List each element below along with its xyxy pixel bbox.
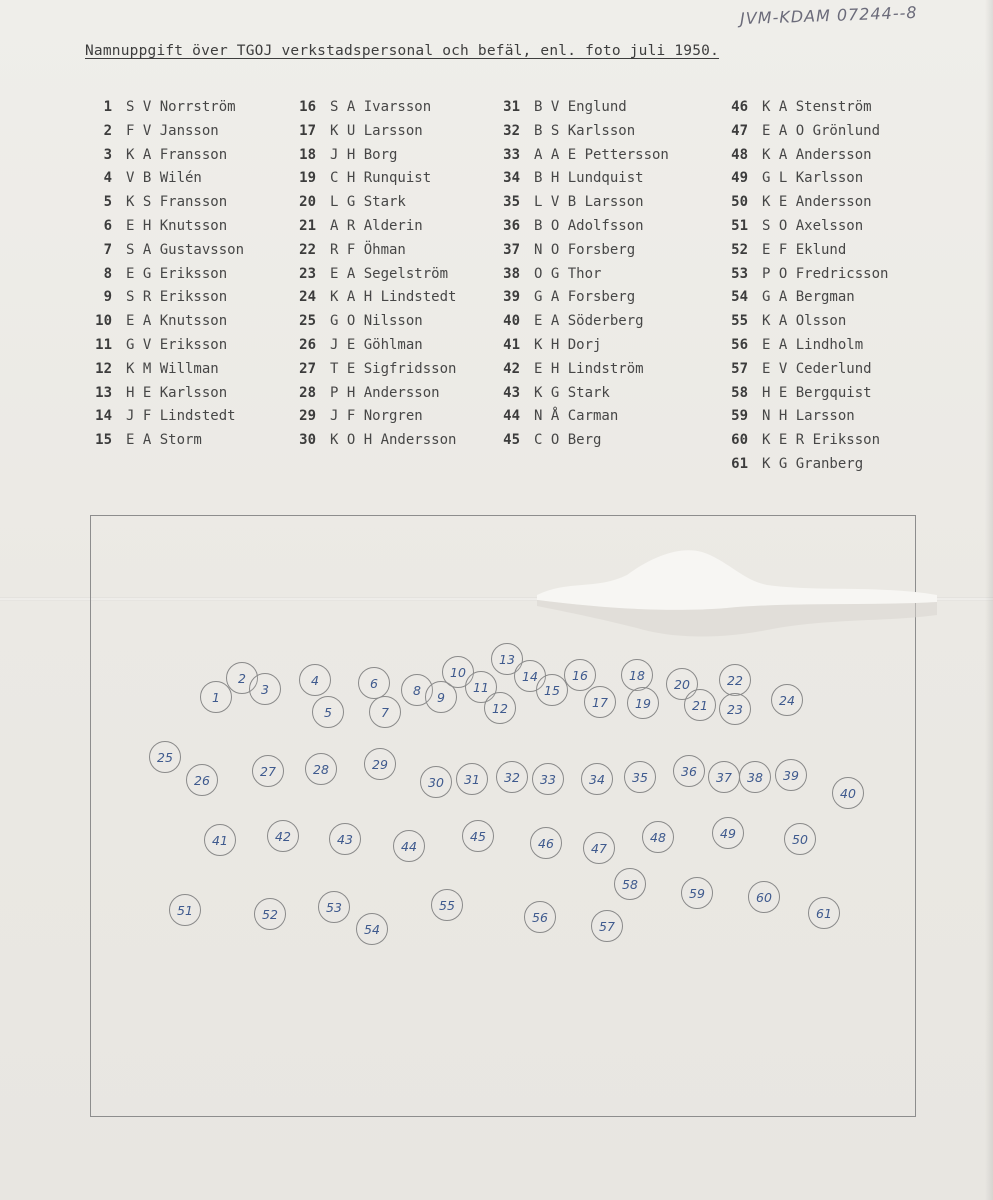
entry-number: 27 (299, 360, 316, 377)
photo-key-marker: 24 (771, 684, 803, 716)
photo-key-marker: 6 (358, 667, 390, 699)
photo-key-marker: 30 (420, 766, 452, 798)
entry-name: G A Bergman (762, 289, 855, 306)
entry-number: 35 (503, 194, 520, 211)
entry-name: E A Knutsson (126, 313, 228, 330)
entry-name: K O H Andersson (330, 432, 457, 449)
entry-name: E A Segelström (330, 265, 449, 282)
entry-number: 24 (299, 289, 316, 306)
entry-name: K A H Lindstedt (330, 289, 457, 306)
photo-key-marker: 46 (530, 827, 562, 859)
photo-key-marker: 43 (329, 823, 361, 855)
entry-name: J F Norgren (330, 408, 423, 425)
entry-name: J E Göhlman (330, 336, 423, 353)
entry-number: 19 (299, 170, 316, 187)
document-title: Namnuppgift över TGOJ verkstadspersonal och befäl, enl. foto juli 1950. (85, 43, 720, 59)
entry-number: 60 (731, 432, 748, 449)
photo-key-marker: 1 (200, 681, 232, 713)
photo-key-marker: 33 (532, 763, 564, 795)
entry-number: 25 (299, 313, 316, 330)
entry-number: 45 (503, 432, 520, 449)
entry-name: C O Berg (534, 432, 602, 449)
photo-key-marker: 42 (267, 820, 299, 852)
entry-name: G A Forsberg (534, 289, 636, 306)
photo-key-marker: 58 (614, 868, 646, 900)
entry-name: A R Alderin (330, 217, 423, 234)
entry-number: 38 (503, 265, 520, 282)
photo-key-marker: 7 (369, 696, 401, 728)
entry-name: E A Söderberg (534, 313, 644, 330)
entry-name: J F Lindstedt (126, 408, 236, 425)
entry-number: 34 (503, 170, 520, 187)
entry-number: 10 (95, 313, 112, 330)
entry-number: 22 (299, 241, 316, 258)
photo-key-marker: 19 (627, 687, 659, 719)
entry-number: 33 (503, 146, 520, 163)
photo-key-marker: 37 (708, 761, 740, 793)
entry-number: 49 (731, 170, 748, 187)
entry-number: 29 (299, 408, 316, 425)
entry-name: L V B Larsson (534, 194, 644, 211)
photo-key-marker: 34 (581, 763, 613, 795)
entry-name: E F Eklund (762, 241, 847, 258)
photo-key-marker: 29 (364, 748, 396, 780)
entry-name: K G Stark (534, 384, 610, 401)
entry-number: 36 (503, 217, 520, 234)
entry-number: 48 (731, 146, 748, 163)
entry-name: N H Larsson (762, 408, 855, 425)
photo-key-marker: 61 (808, 897, 840, 929)
entry-name: G V Eriksson (126, 336, 228, 353)
entry-number: 58 (731, 384, 748, 401)
entry-number: 18 (299, 146, 316, 163)
photo-key-marker: 22 (719, 664, 751, 696)
photo-key-marker: 28 (305, 753, 337, 785)
entry-name: K U Larsson (330, 122, 423, 139)
entry-name: J H Borg (330, 146, 398, 163)
photo-key-marker: 48 (642, 821, 674, 853)
entry-number: 2 (103, 122, 112, 139)
entry-number: 61 (731, 455, 748, 472)
entry-number: 43 (503, 384, 520, 401)
entry-number: 17 (299, 122, 316, 139)
entry-name: K H Dorj (534, 336, 602, 353)
entry-name: E A Storm (126, 432, 202, 449)
entry-name: T E Sigfridsson (330, 360, 457, 377)
entry-name: B O Adolfsson (534, 217, 644, 234)
entry-name: K M Willman (126, 360, 219, 377)
entry-name: E A Lindholm (762, 336, 864, 353)
photo-key-marker: 15 (536, 674, 568, 706)
entry-name: K A Andersson (762, 146, 872, 163)
photo-key-marker: 31 (456, 763, 488, 795)
photo-key-marker: 21 (684, 689, 716, 721)
entry-name: L G Stark (330, 194, 406, 211)
entry-number: 20 (299, 194, 316, 211)
photo-key-marker: 36 (673, 755, 705, 787)
photo-key-marker: 3 (249, 673, 281, 705)
entry-name: N Å Carman (534, 408, 619, 425)
photo-key-marker: 14 (514, 660, 546, 692)
entry-number: 1 (103, 99, 112, 115)
entry-number: 26 (299, 336, 316, 353)
entry-number: 5 (103, 194, 112, 211)
entry-name: S R Eriksson (126, 289, 228, 306)
entry-number: 59 (731, 408, 748, 425)
photo-key-marker: 13 (491, 643, 523, 675)
photo-key-marker: 4 (299, 664, 331, 696)
entry-number: 57 (731, 360, 748, 377)
entry-number: 32 (503, 122, 520, 139)
entry-number: 14 (95, 408, 112, 425)
entry-name: B S Karlsson (534, 122, 636, 139)
entry-name: S A Gustavsson (126, 241, 245, 258)
entry-name: G L Karlsson (762, 170, 864, 187)
photo-key-marker: 50 (784, 823, 816, 855)
entry-name: E V Cederlund (762, 360, 872, 377)
entry-name: A A E Pettersson (534, 146, 669, 163)
photo-key-marker: 47 (583, 832, 615, 864)
photo-key-marker: 40 (832, 777, 864, 809)
entry-number: 8 (103, 265, 112, 282)
entry-name: C H Runquist (330, 170, 432, 187)
entry-number: 28 (299, 384, 316, 401)
entry-number: 4 (103, 170, 112, 187)
entry-name: K A Olsson (762, 313, 847, 330)
entry-name: H E Karlsson (126, 384, 228, 401)
entry-number: 50 (731, 194, 748, 211)
photo-key-marker: 26 (186, 764, 218, 796)
entry-name: B V Englund (534, 99, 627, 115)
entry-name: S O Axelsson (762, 217, 864, 234)
photo-key-marker: 60 (748, 881, 780, 913)
photo-key-marker: 12 (484, 692, 516, 724)
entry-name: K A Fransson (126, 146, 228, 163)
entry-name: F V Jansson (126, 122, 219, 139)
photo-key-marker: 41 (204, 824, 236, 856)
photo-key-marker: 18 (621, 659, 653, 691)
entry-number: 16 (299, 99, 316, 115)
entry-name: B H Lundquist (534, 170, 644, 187)
photo-key-marker: 8 (401, 674, 433, 706)
photo-key-marker: 20 (666, 668, 698, 700)
entry-name: N O Forsberg (534, 241, 636, 258)
photo-key-marker: 49 (712, 817, 744, 849)
archive-reference: JVM-KDAM 07244--8 (739, 2, 918, 29)
entry-name: E G Eriksson (126, 265, 228, 282)
entry-number: 30 (299, 432, 316, 449)
photo-key-marker: 39 (775, 759, 807, 791)
entry-number: 52 (731, 241, 748, 258)
photo-key-marker: 17 (584, 686, 616, 718)
photo-key-marker: 9 (425, 681, 457, 713)
entry-number: 11 (95, 336, 112, 353)
entry-number: 39 (503, 289, 520, 306)
entry-name: K E Andersson (762, 194, 872, 211)
photo-key-marker: 54 (356, 913, 388, 945)
entry-number: 42 (503, 360, 520, 377)
photo-key-marker: 45 (462, 820, 494, 852)
entry-number: 37 (503, 241, 520, 258)
entry-number: 55 (731, 313, 748, 330)
entry-name: H E Bergquist (762, 384, 872, 401)
photo-key-marker: 25 (149, 741, 181, 773)
photo-key-marker: 32 (496, 761, 528, 793)
photo-key-marker: 59 (681, 877, 713, 909)
photo-key-marker: 44 (393, 830, 425, 862)
photo-key-marker: 38 (739, 761, 771, 793)
entry-number: 23 (299, 265, 316, 282)
entry-number: 56 (731, 336, 748, 353)
photo-key-marker: 23 (719, 693, 751, 725)
entry-number: 12 (95, 360, 112, 377)
entry-number: 46 (731, 99, 748, 115)
entry-number: 6 (103, 217, 112, 234)
entry-number: 41 (503, 336, 520, 353)
entry-name: P O Fredricsson (762, 265, 889, 282)
entry-number: 21 (299, 217, 316, 234)
entry-number: 53 (731, 265, 748, 282)
entry-name: S V Norrström (126, 99, 236, 115)
entry-number: 54 (731, 289, 748, 306)
entry-number: 47 (731, 122, 748, 139)
entry-name: K A Stenström (762, 99, 872, 115)
entry-name: K G Granberg (762, 455, 864, 472)
entry-number: 44 (503, 408, 520, 425)
photo-key-marker: 56 (524, 901, 556, 933)
entry-name: S A Ivarsson (330, 99, 432, 115)
photo-key-marker: 52 (254, 898, 286, 930)
photo-key-marker: 57 (591, 910, 623, 942)
photo-key-marker: 5 (312, 696, 344, 728)
entry-name: R F Öhman (330, 241, 406, 258)
entry-name: E H Knutsson (126, 217, 228, 234)
entry-number: 40 (503, 313, 520, 330)
photo-key-marker: 2 (226, 662, 258, 694)
photo-key-marker: 55 (431, 889, 463, 921)
photo-key-marker: 11 (465, 671, 497, 703)
entry-number: 13 (95, 384, 112, 401)
entry-number: 3 (103, 146, 112, 163)
entry-name: P H Andersson (330, 384, 440, 401)
entry-number: 31 (503, 99, 520, 115)
entry-name: K E R Eriksson (762, 432, 881, 449)
entry-number: 51 (731, 217, 748, 234)
entry-name: O G Thor (534, 265, 602, 282)
entry-name: G O Nilsson (330, 313, 423, 330)
entry-number: 7 (103, 241, 112, 258)
photo-key-marker: 10 (442, 656, 474, 688)
entry-name: K S Fransson (126, 194, 228, 211)
photo-key-marker: 27 (252, 755, 284, 787)
photo-key-marker: 35 (624, 761, 656, 793)
entry-name: V B Wilén (126, 170, 202, 187)
photo-key-marker: 53 (318, 891, 350, 923)
entry-number: 15 (95, 432, 112, 449)
photo-key-marker: 16 (564, 659, 596, 691)
entry-name: E H Lindström (534, 360, 644, 377)
photo-key-marker: 51 (169, 894, 201, 926)
entry-name: E A O Grönlund (762, 122, 881, 139)
entry-number: 9 (103, 289, 112, 306)
